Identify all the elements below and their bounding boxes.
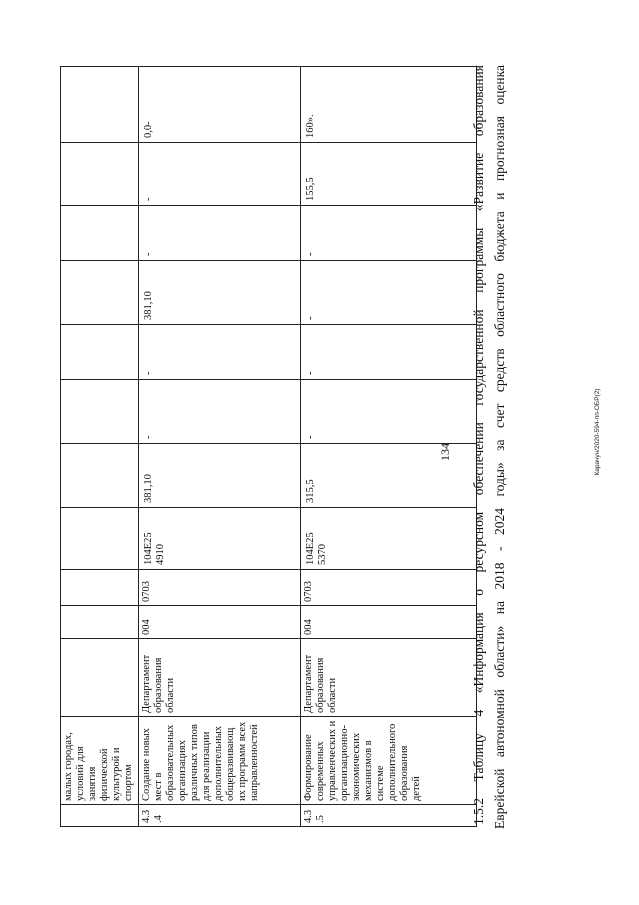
cell-year [61, 325, 139, 380]
page-number: 134 [438, 443, 452, 461]
cell-name: Формирование современных управленческих и организационно-экономических механизмов в системе дополнительного образования детей [301, 717, 477, 805]
cell-year: - [139, 143, 301, 206]
cell-num: 4.3.4 [139, 805, 301, 827]
cell-year: 0,0- [139, 67, 301, 143]
cell-csr [61, 508, 139, 570]
cell-year: - [301, 261, 477, 325]
cell-year: - [301, 206, 477, 261]
cell-rzpr [61, 570, 139, 606]
table-caption [468, 65, 512, 829]
document-id: Карачун/2020-594-пп-ОБР(2) [594, 388, 601, 476]
cell-grbs [61, 606, 139, 639]
table-row [61, 67, 139, 827]
cell-rzpr: 0703 [139, 570, 301, 606]
cell-year: - [139, 380, 301, 444]
cell-rzpr: 0703 [301, 570, 477, 606]
cell-year: - [301, 380, 477, 444]
cell-name: малых городах, условий для занятия физической культурой и спортом [61, 717, 139, 805]
cell-grbs: 004 [139, 606, 301, 639]
cell-num [61, 805, 139, 827]
cell-year [61, 67, 139, 143]
cell-year: 155,5 [301, 143, 477, 206]
cell-csr: 104E25 5370 [301, 508, 477, 570]
cell-year: - [139, 206, 301, 261]
cell-num: 4.3.5 [301, 805, 477, 827]
resource-table [60, 67, 476, 827]
cell-executor [61, 639, 139, 717]
cell-name: Создание новых мест в образовательных организациях различных типов для реализации дополнительных общеразвивающ их программ всех направленностей [139, 717, 301, 805]
cell-year [61, 143, 139, 206]
table-row [301, 67, 477, 827]
cell-executor: Департамент образования области [301, 639, 477, 717]
cell-year: - [301, 325, 477, 380]
cell-year [61, 380, 139, 444]
cell-total: 315,5 [301, 444, 477, 508]
caption-line-1: 1.5.2 Таблицу 4 «Информация о ресурсном обеспечении государственной программы «Развитие образования [471, 65, 486, 825]
cell-year [61, 261, 139, 325]
cell-grbs: 004 [301, 606, 477, 639]
cell-executor: Департамент образования области [139, 639, 301, 717]
cell-total [61, 444, 139, 508]
cell-year: 381,10 [139, 261, 301, 325]
cell-year: - [139, 325, 301, 380]
cell-total: 381,10 [139, 444, 301, 508]
caption-line-2: Еврейской автономной области» на 2018 - 2024 годы» за счет средств областного бюджета и прогнозная оценка [492, 65, 507, 829]
cell-year [61, 206, 139, 261]
cell-csr: 104E25 4910 [139, 508, 301, 570]
cell-year: 160». [301, 67, 477, 143]
table-row [139, 67, 301, 827]
